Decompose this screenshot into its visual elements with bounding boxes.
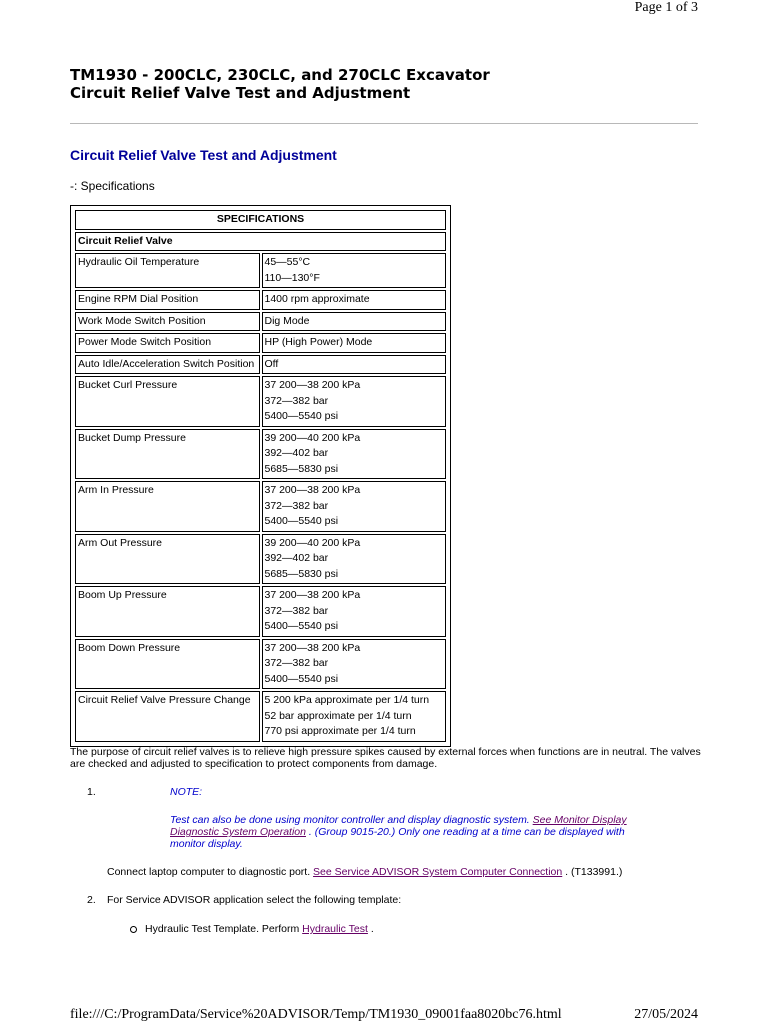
spec-value-line: 5400—5540 psi [264,672,339,685]
step-2-bullet-after: . [367,923,374,935]
spec-label: Power Mode Switch Position [75,333,260,353]
spec-value-line: 1400 rpm approximate [264,293,370,305]
spec-label: Boom Down Pressure [75,639,260,690]
spec-value-line: 392—402 bar [264,552,329,564]
spec-value-line: 372—382 bar [264,604,329,617]
spec-label: Boom Up Pressure [75,586,260,637]
purpose-paragraph: The purpose of circuit relief valves is to relieve high pressure spikes caused by external forces when functions are in neutral. The valves are checked and adjusted to specification to protect components from damage. [70,746,701,770]
bullet-circle-icon [130,926,137,933]
spec-value [262,290,447,310]
spec-value [262,355,447,375]
spec-value-line: 45—55°C [264,256,311,268]
spec-label: Arm In Pressure [75,481,260,532]
spec-label: Work Mode Switch Position [75,312,260,332]
spec-row [75,691,446,742]
step-2-bullet-before: Hydraulic Test Template. Perform [145,923,303,935]
step-2-number: 2. [87,894,96,906]
spec-label: Bucket Curl Pressure [75,376,260,427]
spec-value-line: 5400—5540 psi [264,620,339,632]
specifications-header: SPECIFICATIONS [75,210,446,230]
step-2-text: For Service ADVISOR application select the following template: [107,894,402,906]
spec-label: Arm Out Pressure [75,534,260,585]
spec-label: Hydraulic Oil Temperature [75,253,260,288]
spec-label: Engine RPM Dial Position [75,290,260,310]
specifications-table [70,205,451,747]
spec-value-line: 392—402 bar [264,447,329,459]
hydraulic-test-link[interactable]: Hydraulic Test [302,923,368,935]
specifications-group: Circuit Relief Valve [75,232,446,252]
service-advisor-connection-link[interactable]: See Service ADVISOR System Computer Connection [313,866,563,878]
note-text-after: . (Group 9015-20.) Only one reading at a time can be displayed with monitor display. [170,826,625,850]
document-title-line1: TM1930 - 200CLC, 230CLC, and 270CLC Excavator [70,66,490,84]
spec-value [262,376,447,427]
note-label: NOTE: [170,786,203,798]
spec-row [75,333,446,353]
page-footer [70,1007,698,1023]
spec-label: Bucket Dump Pressure [75,429,260,480]
spec-row [75,290,446,310]
spec-value-line: 5685—5830 psi [264,567,339,580]
spec-row [75,376,446,427]
spec-value [262,586,447,637]
spec-value-line: 37 200—38 200 kPa [264,484,361,496]
step-2-bullet [145,923,374,935]
spec-value-line: 5685—5830 psi [264,462,339,475]
spec-label: Circuit Relief Valve Pressure Change [75,691,260,742]
spec-value-line: 372—382 bar [264,394,329,407]
step-1-text-after: . (T133991.) [562,866,623,878]
spec-row [75,429,446,480]
spec-value [262,333,447,353]
spec-value-line: 770 psi approximate per 1/4 turn [264,725,416,737]
spec-row [75,355,446,375]
spec-value-line: 5400—5540 psi [264,515,339,527]
spec-value-line: 5 200 kPa approximate per 1/4 turn [264,694,430,706]
spec-value [262,481,447,532]
spec-value [262,534,447,585]
spec-row [75,481,446,532]
spec-row [75,586,446,637]
monitor-display-diagnostic-link[interactable]: See Monitor Display Diagnostic System Operation [170,814,627,838]
spec-value-line: HP (High Power) Mode [264,336,373,348]
spec-value-line: 37 200—38 200 kPa [264,589,361,601]
spec-value-line: 39 200—40 200 kPa [264,431,361,444]
spec-value-line: 372—382 bar [264,499,329,512]
section-heading: Circuit Relief Valve Test and Adjustment [70,147,337,163]
title-divider [70,123,698,124]
note-text-before: Test can also be done using monitor controller and display diagnostic system. [170,814,533,826]
spec-value-line: 5400—5540 psi [264,410,339,422]
step-1-text-before: Connect laptop computer to diagnostic port. [107,866,314,878]
spec-value [262,253,447,288]
document-title-line2: Circuit Relief Valve Test and Adjustment [70,84,411,102]
spec-value-line: 37 200—38 200 kPa [264,379,361,391]
spec-label: Auto Idle/Acceleration Switch Position [75,355,260,375]
spec-value-line: 39 200—40 200 kPa [264,536,361,549]
spec-value-line: 52 bar approximate per 1/4 turn [264,709,412,722]
spec-value [262,429,447,480]
note-text [170,814,640,850]
footer-date: 27/05/2024 [634,1007,698,1022]
spec-value-line: 110—130°F [264,271,320,284]
spec-value-line: Off [264,357,279,370]
spec-row [75,639,446,690]
spec-value-line: 37 200—38 200 kPa [264,641,361,654]
page-number: Page 1 of 3 [634,0,698,15]
spec-value [262,639,447,690]
spec-value-line: 372—382 bar [264,657,329,669]
spec-value [262,691,447,742]
spec-row [75,253,446,288]
spec-row [75,534,446,585]
step-1-number: 1. [87,786,96,798]
step-1-text [107,866,622,878]
specifications-caption: -: Specifications [70,179,155,193]
document-title [70,66,490,102]
spec-value [262,312,447,332]
spec-row [75,312,446,332]
spec-value-line: Dig Mode [264,314,310,327]
footer-file-path: file:///C:/ProgramData/Service%20ADVISOR/Temp/TM1930_09001faa8020bc76.html [70,1007,562,1022]
